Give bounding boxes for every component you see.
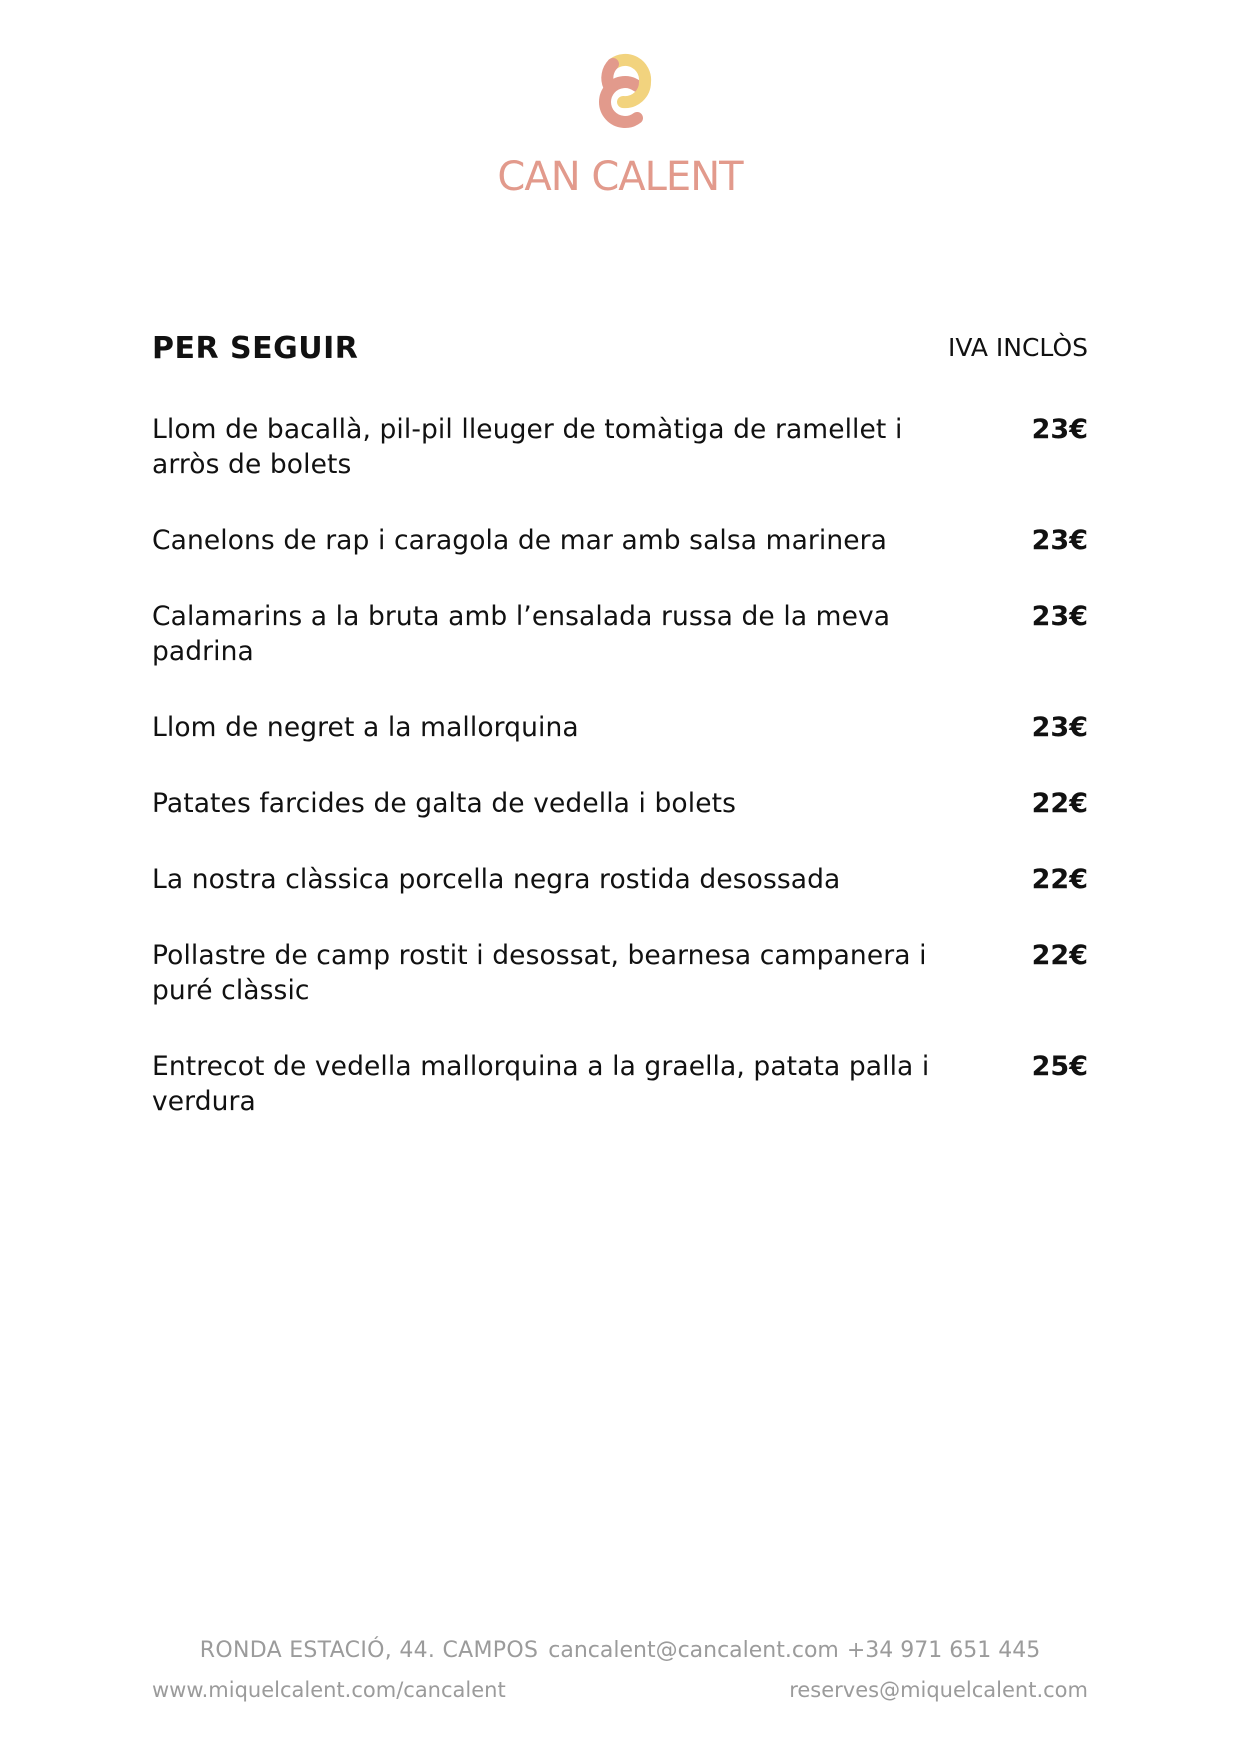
menu-item-price: 23€: [1031, 712, 1088, 743]
menu-item-price: 22€: [1031, 864, 1088, 895]
logo-mark-icon: [575, 52, 665, 148]
menu-item-price: 23€: [1031, 414, 1088, 445]
menu-item-name: Canelons de rap i caragola de mar amb salsa marinera: [152, 525, 887, 556]
menu-item: [152, 412, 1088, 482]
section-title: PER SEGUIR: [152, 331, 359, 366]
menu-item-name: La nostra clàssica porcella negra rostida desossada: [152, 864, 841, 895]
menu-item-price: 25€: [1031, 1051, 1088, 1082]
menu-list: [152, 412, 1088, 1160]
menu-item-name: Calamarins a la bruta amb l’ensalada russa de la meva padrina: [152, 601, 891, 667]
footer-address: RONDA ESTACIÓ, 44. CAMPOS: [199, 1638, 539, 1663]
brand-name: CAN CALENT: [497, 154, 743, 200]
menu-item-price: 22€: [1031, 940, 1088, 971]
menu-item-name: Patates farcides de galta de vedella i bolets: [152, 788, 737, 819]
menu-item: [152, 523, 1088, 558]
menu-item: [152, 599, 1088, 669]
menu-item-price: 22€: [1031, 788, 1088, 819]
menu-item-name: Llom de bacallà, pil-pil lleuger de tomàtiga de ramellet i arròs de bolets: [152, 414, 903, 480]
menu-item-price: 23€: [1031, 525, 1088, 556]
footer-email[interactable]: cancalent@cancalent.com: [548, 1638, 839, 1663]
footer-website-link[interactable]: www.miquelcalent.com/cancalent: [152, 1678, 506, 1702]
menu-item: [152, 938, 1088, 1008]
footer-phone[interactable]: +34 971 651 445: [846, 1638, 1041, 1663]
menu-item-name: Llom de negret a la mallorquina: [152, 712, 579, 743]
menu-item-price: 23€: [1031, 601, 1088, 632]
menu-item: [152, 1049, 1088, 1119]
menu-item: [152, 786, 1088, 821]
menu-item: [152, 710, 1088, 745]
tax-included-note: IVA INCLÒS: [947, 333, 1088, 362]
menu-item-name: Pollastre de camp rostit i desossat, bearnesa campanera i puré clàssic: [152, 940, 927, 1006]
footer-contact-line: [0, 1636, 1240, 1666]
menu-item: [152, 862, 1088, 897]
brand-logo: [0, 52, 1240, 200]
menu-item-name: Entrecot de vedella mallorquina a la graella, patata palla i verdura: [152, 1051, 930, 1117]
footer-reservations-email[interactable]: reserves@miquelcalent.com: [789, 1678, 1088, 1702]
